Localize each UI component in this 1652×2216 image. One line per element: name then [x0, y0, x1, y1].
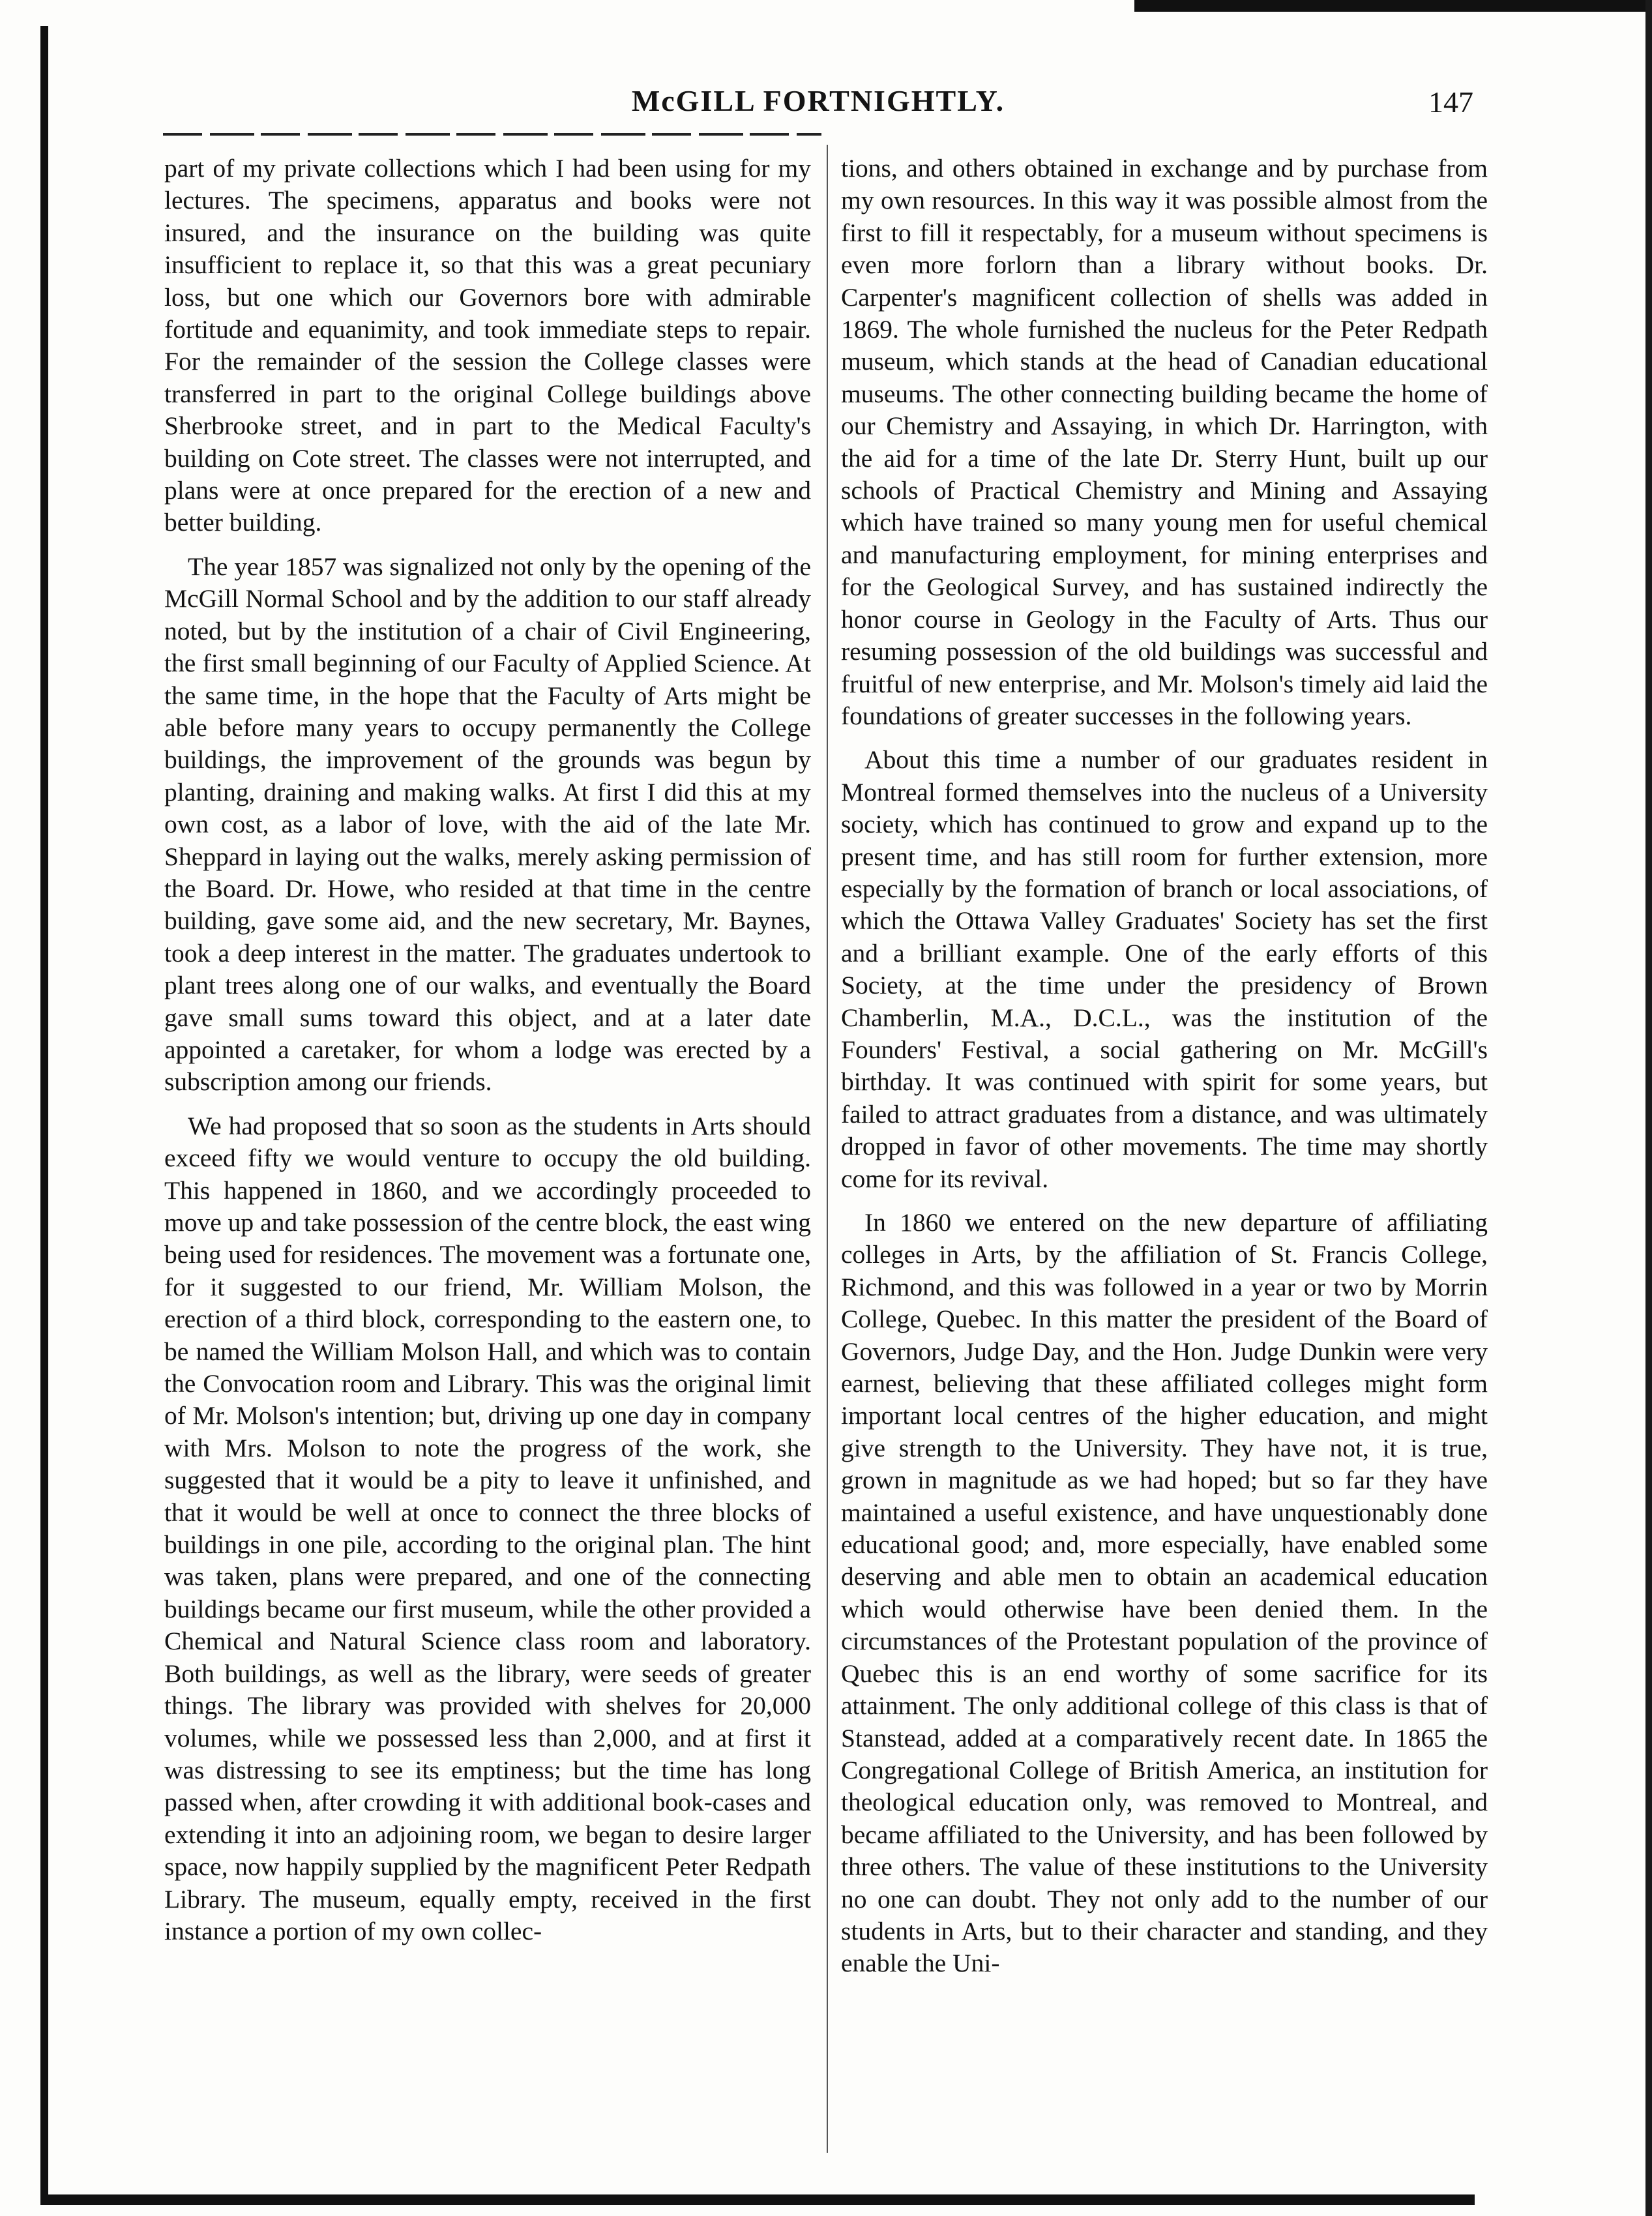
scan-edge-top — [1134, 0, 1652, 12]
scan-edge-right — [1645, 0, 1652, 2216]
left-paragraph-1: part of my private collections which I had been using for my lectures. The specimens, apparatus and books were not insured, and the insurance on the building was quite insufficient to replace it, so that this was a great pecuniary loss, but one which our Governors bore with admirable fortitude and equanimity, and took immediate steps to repair. For the remainder of the session the College classes were transferred in part to the original College buildings above Sherbrooke street, and in part to the Medical Faculty's building on Cote street. The classes were not interrupted, and plans were at once prepared for the erection of a new and better building. — [164, 154, 811, 537]
left-column — [164, 153, 811, 1947]
right-column — [841, 153, 1488, 1980]
scan-edge-left — [40, 26, 48, 2204]
left-paragraph-2: The year 1857 was signalized not only by the opening of the McGill Normal School and by the addition to our staff already noted, but by the institution of a chair of Civil Engineering, the first small beginning of our Faculty of Applied Science. At the same time, in the hope that the Faculty of Arts might be able before many years to occupy permanently the College buildings, the improvement of the grounds was begun by planting, draining and making walks. At first I did this at my own cost, as a labor of love, with the aid of the late Mr. Sheppard in laying out the walks, merely asking permission of the Board. Dr. Howe, who resided at that time in the centre building, gave some aid, and the new secretary, Mr. Baynes, took a deep interest in the matter. The graduates undertook to plant trees along one of our walks, and eventually the Board gave small sums toward this object, and at a later date appointed a caretaker, for whom a lodge was erected by a subscription among our friends. — [164, 552, 811, 1097]
header-rule — [163, 133, 821, 136]
scan-edge-bottom — [40, 2194, 1475, 2205]
column-divider — [827, 145, 828, 2153]
page-number: 147 — [1428, 85, 1473, 119]
left-paragraph-3: We had proposed that so soon as the students in Arts should exceed fifty we would venture to occupy the old building. This happened in 1860, and we accordingly proceeded to move up and take possession of the centre block, the east wing being used for residences. The movement was a fortunate one, for it suggested to our friend, Mr. William Molson, the erection of a third block, corresponding to the eastern one, to be named the William Molson Hall, and which was to contain the Convocation room and Library. This was the original limit of Mr. Molson's intention; but, driving up one day in company with Mrs. Molson to note the progress of the work, she suggested that it would be a pity to leave it unfinished, and that it would be well at once to connect the three blocks of buildings in one pile, according to the original plan. The hint was taken, plans were prepared, and one of the connecting buildings became our first museum, while the other provided a Chemical and Natural Science class room and laboratory. Both buildings, as well as the library, were seeds of greater things. The library was provided with shelves for 20,000 volumes, while we possessed less than 2,000, and at first it was distressing to see its emptiness; but the time has long passed when, after crowding it with additional book-cases and extending it into an adjoining room, we began to desire larger space, now happily supplied by the magnificent Peter Redpath Library. The museum, equally empty, received in the first instance a portion of my own collec- — [164, 1111, 811, 1945]
right-paragraph-1: tions, and others obtained in exchange and by purchase from my own resources. In this way it was possible almost from the first to fill it respectably, for a museum without specimens is even more forlorn than a library without books. Dr. Carpenter's magnificent collection of shells was added in 1869. The whole furnished the nucleus for the Peter Redpath museum, which stands at the head of Canadian educational museums. The other connecting building became the home of our Chemistry and Assaying, in which Dr. Harrington, with the aid for a time of the late Dr. Sterry Hunt, built up our schools of Practical Chemistry and Mining and Assaying which have trained so many young men for useful chemical and manufacturing employment, for mining enterprises and for the Geological Survey, and has sustained indirectly the honor course in Geology in the Faculty of Arts. Thus our resuming possession of the old buildings was successful and fruitful of new enterprise, and Mr. Molson's timely aid laid the foundations of greater successes in the following years. — [841, 154, 1488, 730]
journal-title: McGILL FORTNIGHTLY. — [631, 84, 1005, 117]
right-paragraph-3: In 1860 we entered on the new departure of affiliating colleges in Arts, by the affiliation of St. Francis College, Richmond, and this was followed in a year or two by Morrin College, Quebec. In this matter the president of the Board of Governors, Judge Day, and the Hon. Judge Dunkin were very earnest, believing that these affiliated colleges might form important local centres of the higher education, and might give strength to the University. They have not, it is true, grown in magnitude as we had hoped; but so far they have maintained a useful existence, and have unquestionably done educational good; and, more especially, have enabled some deserving and able men to obtain an academical education which would otherwise have been denied them. In the circumstances of the Protestant population of the province of Quebec this is an end worthy of some sacrifice for its attainment. The only additional college of this class is that of Stanstead, added at a comparatively recent date. In 1865 the Congregational College of British America, an institution for theological education only, was removed to Montreal, and became affiliated to the University, and has been followed by three others. The value of these institutions to the University no one can doubt. They not only add to the number of our students in Arts, but to their character and standing, and they enable the Uni- — [841, 1208, 1488, 1978]
right-paragraph-2: About this time a number of our graduates resident in Montreal formed themselves into the nucleus of a University society, which has continued to grow and expand up to the present time, and has still room for further extension, more especially by the formation of branch or local associations, of which the Ottawa Valley Graduates' Society has set the first and a brilliant example. One of the early efforts of this Society, at the time under the presidency of Brown Chamberlin, M.A., D.C.L., was the institution of the Founders' Festival, a social gathering on Mr. McGill's birthday. It was continued with spirit for some years, but failed to attract graduates from a distance, and was ultimately dropped in favor of other movements. The time may shortly come for its revival. — [841, 745, 1488, 1193]
page-header — [163, 83, 1473, 129]
